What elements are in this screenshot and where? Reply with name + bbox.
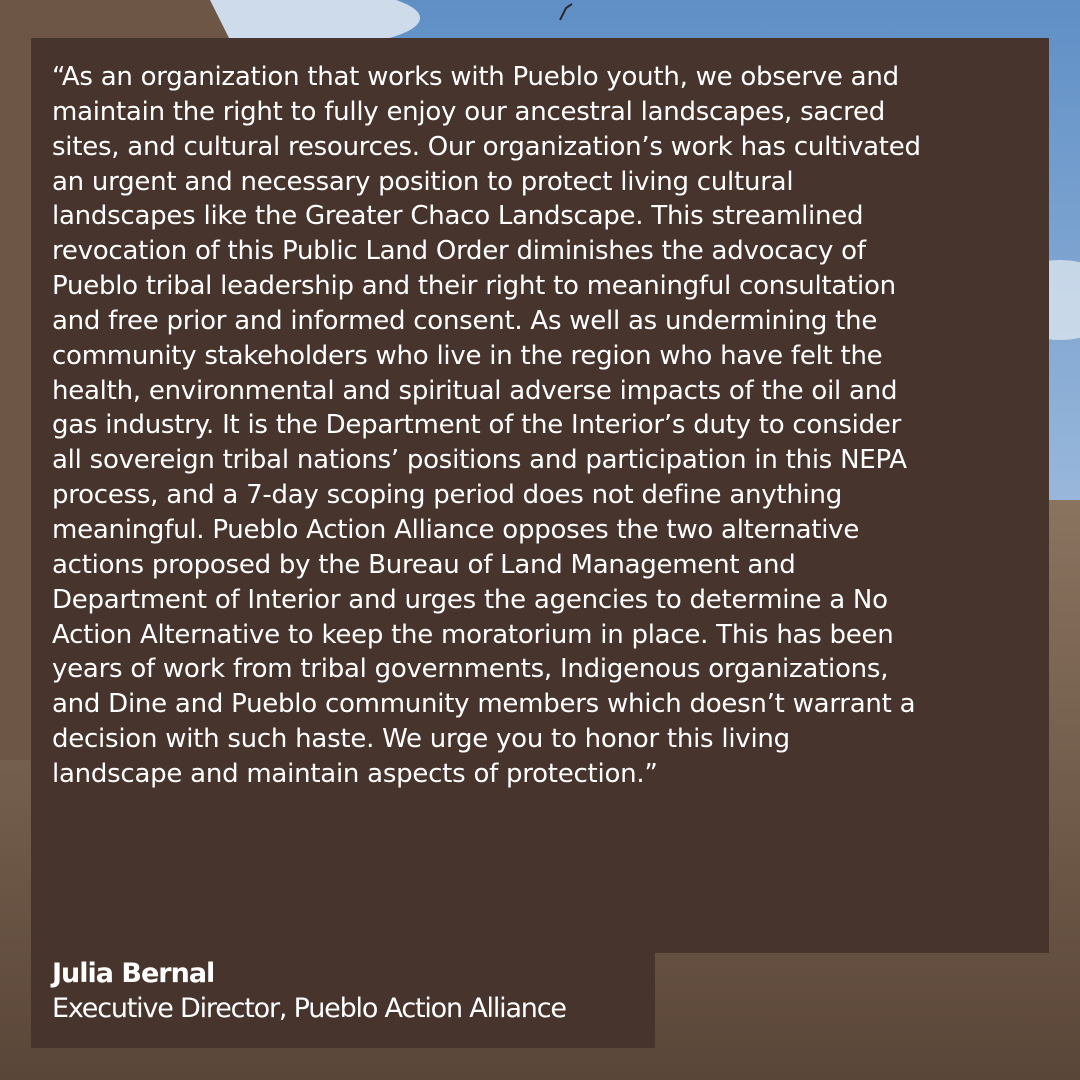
author-name: Julia Bernal <box>52 958 215 989</box>
author-title: Executive Director, Pueblo Action Alliance <box>52 993 566 1024</box>
quote-text: “As an organization that works with Pueblo youth, we observe and maintain the right to fully enjoy our ancestral landscapes, sacred sites, and cultural resources. Our organization’s work has cultivated an urgent and necessary position to protect living cultural landscapes like the Greater Chaco Landscape. This streamlined revocation of this Public Land Order diminishes the advocacy of Pueblo tribal leadership and their right to meaningful consultation and free prior and informed consent. As well as undermining the community stakeholders who live in the region who have felt the health, environmental and spiritual adverse impacts of the oil and gas industry. It is the Department of the Interior’s duty to consider all sovereign tribal nations’ positions and participation in this NEPA process, and a 7-day scoping period does not define anything meaningful. Pueblo Action Alliance opposes the two alternative actions proposed by the Bureau of Land Management and Department of Interior and urges the agencies to determine a No Action Alternative to keep the moratorium in place. This has been years of work from tribal governments, Indigenous organizations, and Dine and Pueblo community members which doesn’t warrant a decision with such haste. We urge you to honor this living landscape and maintain aspects of protection.” <box>52 62 921 789</box>
